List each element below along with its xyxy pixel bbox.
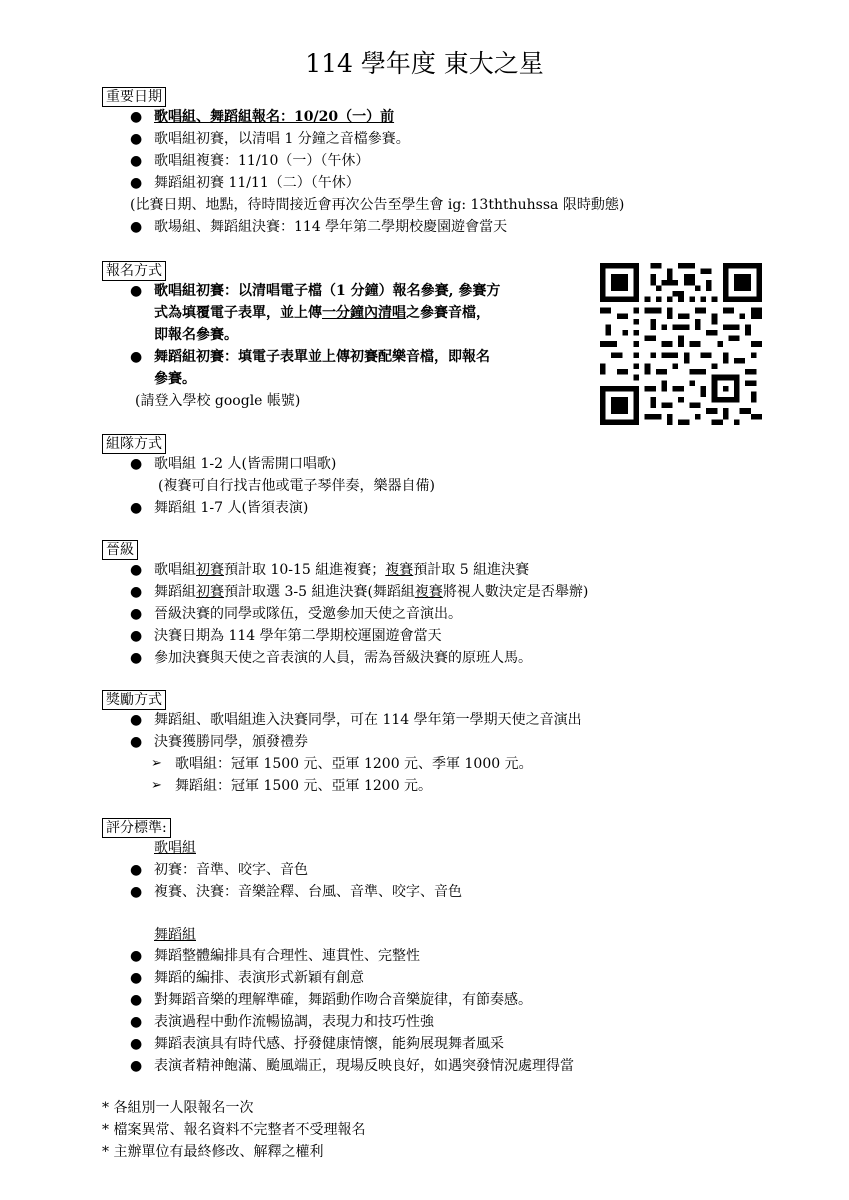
dates-item-final: ● 歌場組、舞蹈組決賽：114 學年第二學期校慶園遊會當天 (154, 217, 507, 237)
footnote: * 主辦單位有最終修改、解釋之權利 (102, 1144, 324, 1160)
signup-note: (請登入學校 google 帳號) (135, 393, 301, 409)
page-title: 114 學年度 東大之星 (305, 49, 544, 78)
criteria-singing-label: 歌唱組 (154, 840, 196, 856)
criteria-singing-final: ● 複賽、決賽：音樂詮釋、台風、音準、咬字、音色 (154, 882, 462, 902)
team-heading: 組隊方式 (102, 434, 166, 454)
qr-code-icon[interactable] (600, 263, 762, 425)
dates-item-dance: ● 舞蹈組初賽 11/11（二）（午休） (154, 173, 360, 193)
criteria-dance-5: ● 舞蹈表演具有時代感、抒發健康情懷，能夠展現舞者風采 (154, 1034, 504, 1054)
dates-heading: 重要日期 (102, 87, 166, 107)
dates-note: (比賽日期、地點，待時間接近會再次公告至學生會 ig: 13ththuhssa 限時動態) (130, 197, 625, 213)
reward-item-perform: ● 舞蹈組、歌唱組進入決賽同學，可在 114 學年第一學期天使之音演出 (154, 710, 582, 730)
signup-heading: 報名方式 (102, 261, 166, 281)
team-singing-note: (複賽可自行找吉他或電子琴伴奏，樂器自備) (158, 478, 435, 494)
advance-item-dance: ● 舞蹈組初賽預計取選 3-5 組進決賽(舞蹈組複賽將視人數決定是否舉辦) (154, 582, 588, 602)
signup-singing-line1: ● 歌唱組初賽：以清唱電子檔（1 分鐘）報名參賽, 參賽方 (154, 281, 500, 301)
advance-heading: 晉級 (102, 540, 138, 560)
team-singing: ● 歌唱組 1-2 人(皆需開口唱歌) (154, 454, 336, 474)
footnote: * 檔案異常、報名資料不完整者不受理報名 (102, 1122, 366, 1138)
dates-item-audition: ● 歌唱組初賽，以清唱 1 分鐘之音檔參賽。 (154, 129, 410, 149)
criteria-heading: 評分標準: (102, 818, 171, 838)
signup-dance-line2: 參賽。 (154, 371, 196, 387)
team-dance: ● 舞蹈組 1-7 人(皆須表演) (154, 498, 308, 518)
criteria-dance-4: ● 表演過程中動作流暢協調，表現力和技巧性強 (154, 1012, 434, 1032)
advance-item-invite: ● 晉級決賽的同學或隊伍，受邀參加天使之音演出。 (154, 604, 462, 624)
signup-singing-line2: 式為填覆電子表單，並上傳一分鐘內清唱之參賽音檔， (154, 305, 490, 321)
advance-item-singing: ● 歌唱組初賽預計取 10-15 組進複賽；複賽預計取 5 組進決賽 (154, 560, 529, 580)
criteria-dance-6: ● 表演者精神飽滿、颱風端正，現場反映良好，如遇突發情況處理得當 (154, 1056, 574, 1076)
signup-singing-line3: 即報名參賽。 (154, 327, 238, 343)
advance-item-members: ● 參加決賽與天使之音表演的人員，需為晉級決賽的原班人馬。 (154, 648, 532, 668)
advance-item-date: ● 決賽日期為 114 學年第二學期校運園遊會當天 (154, 626, 442, 646)
footnote: * 各組別一人限報名一次 (102, 1100, 254, 1116)
reward-heading: 獎勵方式 (102, 690, 166, 710)
criteria-dance-3: ● 對舞蹈音樂的理解準確，舞蹈動作吻合音樂旋律，有節奏感。 (154, 990, 532, 1010)
criteria-singing-audition: ● 初賽：音準、咬字、音色 (154, 860, 308, 880)
signup-dance-line1: ● 舞蹈組初賽：填電子表單並上傳初賽配樂音檔，即報名 (154, 347, 490, 367)
reward-sub-dance: ➢ 舞蹈組：冠軍 1500 元、亞軍 1200 元。 (175, 776, 432, 796)
reward-sub-singing: ➢ 歌唱組：冠軍 1500 元、亞軍 1200 元、季軍 1000 元。 (175, 754, 533, 774)
reward-item-voucher: ● 決賽獲勝同學，頒發禮券 (154, 732, 308, 752)
criteria-dance-1: ● 舞蹈整體編排具有合理性、連貫性、完整性 (154, 946, 420, 966)
dates-item-semifinal: ● 歌唱組複賽：11/10（一）（午休） (154, 151, 369, 171)
dates-item-signup: ● 歌唱組、舞蹈組報名：10/20（一）前 (154, 107, 394, 127)
criteria-dance-2: ● 舞蹈的編排、表演形式新穎有創意 (154, 968, 364, 988)
criteria-dance-label: 舞蹈組 (154, 927, 196, 943)
